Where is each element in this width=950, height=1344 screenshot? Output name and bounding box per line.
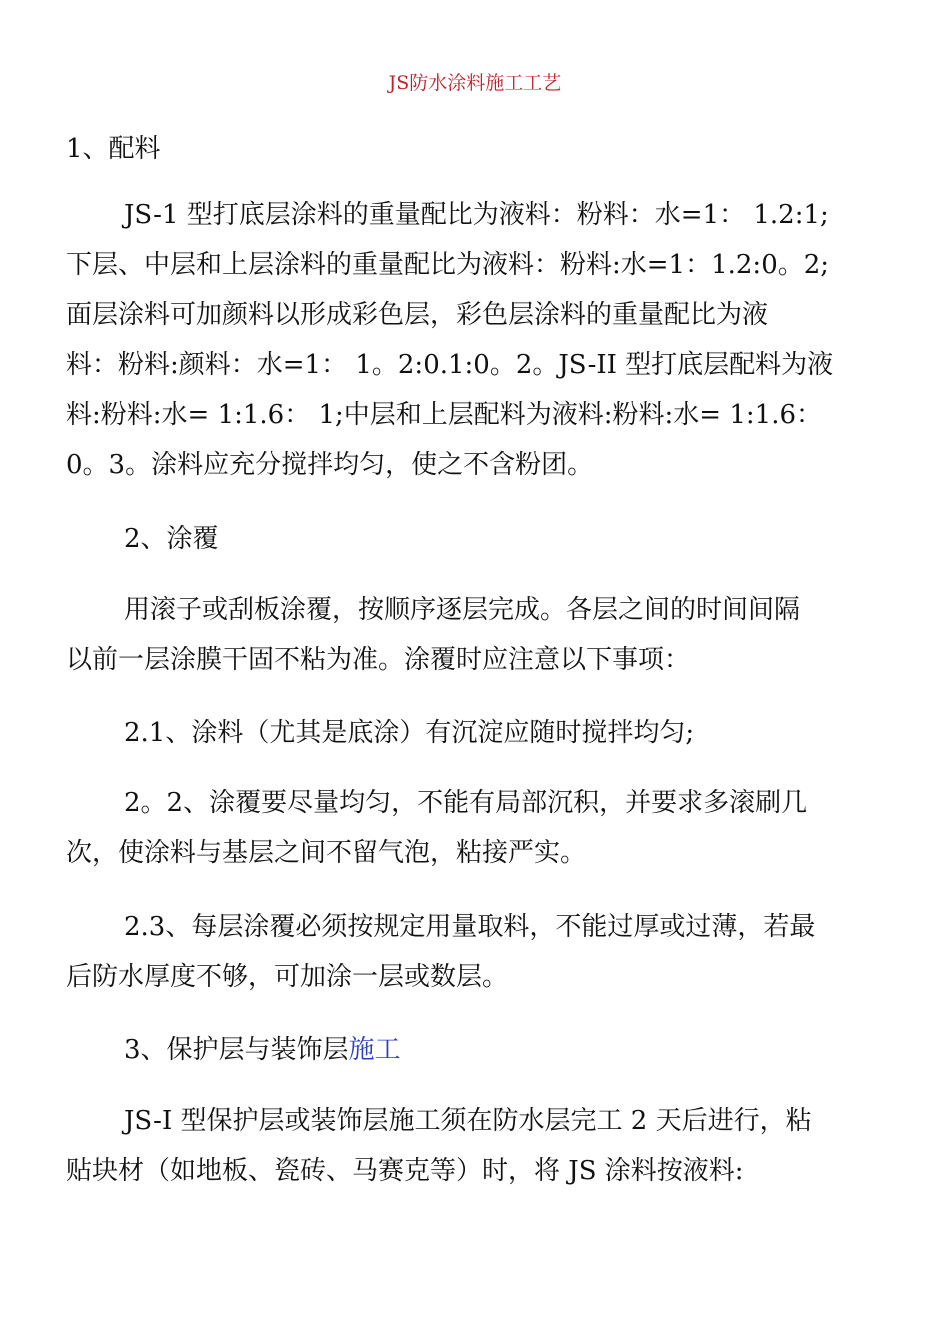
paragraph-line: 0。3。涂料应充分搅拌均匀，使之不含粉团。 [66,450,594,480]
section-2-item-1: 2.1、涂料（尤其是底涂）有沉淀应随时搅拌均匀; [124,718,695,748]
section-2-paragraph [66,585,894,685]
paragraph-line: 次，使涂料与基层之间不留气泡，粘接严实。 [66,838,587,868]
paragraph-line: 贴块材（如地板、瓷砖、马赛克等）时，将 JS 涂料按液料: [66,1156,744,1186]
section-2-heading: 2、涂覆 [124,524,219,554]
paragraph-line: 2。2、涂覆要尽量均匀，不能有局部沉积，并要求多滚刷几 [124,788,808,818]
section-1-heading: 1、配料 [66,134,161,164]
section-1-paragraph [66,190,894,490]
section-2-item-2 [66,778,894,878]
paragraph-line: JS-I 型保护层或装饰层施工须在防水层完工 2 天后进行，粘 [124,1106,812,1136]
paragraph-line: 料:粉料:水= 1:1.6： 1;中层和上层配料为液料:粉料:水= 1:1.6： [66,400,823,430]
construction-link[interactable]: 施工 [348,1035,401,1065]
paragraph-line: 料：粉料:颜料：水=1： 1。2:0.1:0。2。JS-II 型打底层配料为液 [66,350,834,380]
paragraph-line: 用滚子或刮板涂覆，按顺序逐层完成。各层之间的时间间隔 [124,595,801,625]
section-3-paragraph [66,1096,894,1196]
paragraph-line: 2.3、每层涂覆必须按规定用量取料，不能过厚或过薄，若最 [124,912,816,942]
section-3-heading [66,1025,894,1075]
document-title: JS防水涂料施工工艺 [388,72,562,94]
paragraph-line: 面层涂料可加颜料以形成彩色层，彩色层涂料的重量配比为液 [66,300,769,330]
section-2-item-3 [66,902,894,1002]
paragraph-line: JS-1 型打底层涂料的重量配比为液料：粉料：水=1： 1.2:1; [124,200,829,230]
paragraph-line: 后防水厚度不够，可加涂一层或数层。 [66,962,509,992]
section-3-heading-text: 3、保护层与装饰层 [124,1035,349,1065]
paragraph-line: 以前一层涂膜干固不粘为准。涂覆时应注意以下事项： [66,645,691,675]
paragraph-line: 下层、中层和上层涂料的重量配比为液料：粉料:水=1：1.2:0。2; [66,250,830,280]
